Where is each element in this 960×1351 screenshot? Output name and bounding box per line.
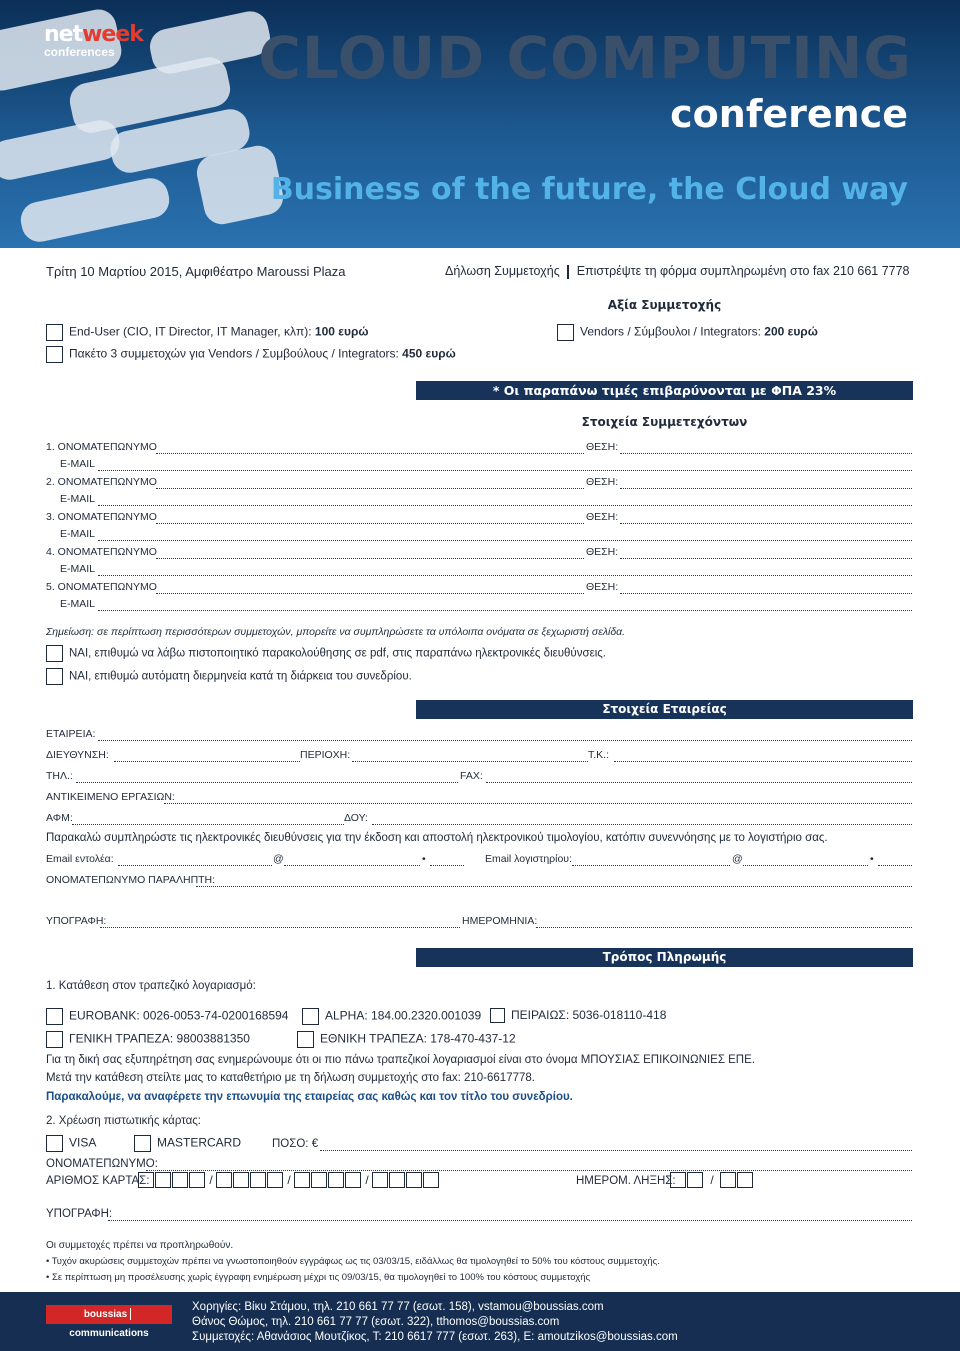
bank-ethniki[interactable] xyxy=(297,1031,516,1048)
participant-position-label: ΘΕΣΗ: xyxy=(586,546,619,558)
fee-option-text: End-User (CIO, IT Director, IT Manager, κλπ): xyxy=(69,324,315,339)
bank-label: ΓΕΝΙΚΗ ΤΡΑΠΕΖΑ: 98003881350 xyxy=(69,1031,250,1046)
fax-label: FAX: xyxy=(460,770,483,782)
at-sign: @ xyxy=(273,853,284,865)
address-field[interactable] xyxy=(114,761,300,762)
mastercard-label: MASTERCARD xyxy=(157,1135,242,1150)
bank-label: EUROBANK: 0026-0053-74-0200168594 xyxy=(69,1008,289,1023)
payment-title: Τρόπος Πληρωμής xyxy=(416,948,913,967)
participant-position-label: ΘΕΣΗ: xyxy=(586,581,619,593)
expiry-boxes[interactable] xyxy=(670,1172,754,1188)
signature-label: ΥΠΟΓΡΑΦΗ: xyxy=(46,915,107,927)
email-recipient-label: Email λογιστηρίου: xyxy=(485,853,572,865)
invoice-note: Παρακαλώ συμπληρώστε τις ηλεκτρονικές διευθύνσεις για την έκδοση και αποστολή ηλεκτρονικού τιμολογίου, κατόπιν συνεννόησης με το λογιστήριο σας. xyxy=(46,832,828,844)
card-digit-box[interactable] xyxy=(372,1172,388,1188)
email-recipient-domain-field[interactable] xyxy=(743,865,868,866)
bank-alpha[interactable] xyxy=(302,1008,481,1025)
conference-title: CLOUD COMPUTING xyxy=(258,24,912,92)
eurobank-checkbox[interactable] xyxy=(46,1008,63,1025)
participant-name-field[interactable] xyxy=(156,488,584,489)
vat-note: * Οι παραπάνω τιμές επιβαρύνονται με ΦΠΑ 23% xyxy=(416,381,913,400)
email-sender-domain-field[interactable] xyxy=(284,865,420,866)
participant-name-label: 2. ΟΝΟΜΑΤΕΠΩΝΥΜΟ xyxy=(46,476,157,488)
card-digit-box[interactable] xyxy=(155,1172,171,1188)
amount-text: ΠΟΣΟ: xyxy=(272,1138,309,1150)
fee-option-text: Vendors / Σύμβουλοι / Integrators: xyxy=(580,324,765,339)
return-note: Επιστρέψτε τη φόρμα συμπληρωμένη στο fax 210 661 7778 xyxy=(576,264,910,278)
conference-tagline: Business of the future, the Cloud way xyxy=(270,172,908,207)
participant-name-field[interactable] xyxy=(156,593,584,594)
fees-title: Αξία Συμμετοχής xyxy=(607,298,722,312)
card-group-slash: / xyxy=(287,1173,291,1187)
payment-signature-field[interactable] xyxy=(108,1220,912,1221)
conference-subtitle: conference xyxy=(670,92,908,136)
divider xyxy=(567,265,569,279)
fee-price: 100 ευρώ xyxy=(314,324,369,339)
doy-field[interactable] xyxy=(372,824,912,825)
boussias-logo xyxy=(46,1305,172,1339)
payment-signature-label: ΥΠΟΓΡΑΦΗ: xyxy=(46,1208,113,1220)
card-digit-box[interactable] xyxy=(233,1172,249,1188)
expiry-slash: / xyxy=(710,1173,714,1187)
brand-left: boussias xyxy=(83,1309,128,1320)
expiry-digit-box[interactable] xyxy=(720,1172,736,1188)
fax-note: Μετά την κατάθεση στείλτε μας το καταθετήριο με τη δήλωση συμμετοχής στο fax: 210-6617778. xyxy=(46,1072,535,1084)
piraeus-checkbox[interactable] xyxy=(490,1008,505,1023)
terms-bullet-text: Σε περίπτωση μη προσέλευσης χωρίς έγγραφη ενημέρωση μέχρι τις 09/03/15, θα τιμολογηθεί το 100% του κόστους συμμετοχής xyxy=(51,1272,591,1283)
cloud-graphic xyxy=(17,175,172,245)
card-digit-box[interactable] xyxy=(406,1172,422,1188)
participant-name-field[interactable] xyxy=(156,453,584,454)
sponsors-contact-2: Θάνος Θώμος, τηλ. 210 661 77 77 (εσωτ. 322), tthomos@boussias.com xyxy=(192,1316,560,1328)
email-sender-tld-field[interactable] xyxy=(430,865,464,866)
fax-field[interactable] xyxy=(486,782,912,783)
sponsors-contact: Χορηγίες: Βίκυ Στάμου, τηλ. 210 661 77 77 (εσωτ. 158), vstamou@boussias.com xyxy=(192,1301,604,1313)
participant-email-field[interactable] xyxy=(98,610,912,611)
card-digit-box[interactable] xyxy=(250,1172,266,1188)
dot-sign: • xyxy=(422,853,426,865)
cardholder-label: ΟΝΟΜΑΤΕΠΩΝΥΜΟ: xyxy=(46,1158,158,1170)
company-title: Στοιχεία Εταιρείας xyxy=(416,700,913,719)
participant-email-field[interactable] xyxy=(98,470,912,471)
declaration-label: Δήλωση Συμμετοχής xyxy=(445,264,560,278)
deposit-title: 1. Κατάθεση στον τραπεζικό λογαριασμό: xyxy=(46,980,256,992)
participations-contact: Συμμετοχές: Αθανάσιος Μουτζίκος, Τ: 210 6617 777 (εσωτ. 263), E: amoutzikos@boussias.com xyxy=(192,1331,678,1343)
receiver-label: ΟΝΟΜΑΤΕΠΩΝΥΜΟ ΠΑΡΑΛΗΠΤΗ: xyxy=(46,874,216,886)
signature-field[interactable] xyxy=(100,927,460,928)
participant-email-label: E-MAIL xyxy=(60,528,96,540)
mastercard-option[interactable] xyxy=(134,1135,241,1152)
visa-checkbox[interactable] xyxy=(46,1135,63,1152)
participant-email-field[interactable] xyxy=(98,505,912,506)
cardholder-field[interactable] xyxy=(146,1170,912,1171)
expiry-digit-box[interactable] xyxy=(737,1172,753,1188)
business-label: ΑΝΤΙΚΕΙΜΕΝΟ ΕΡΓΑΣΙΩΝ: xyxy=(46,791,175,803)
event-return-info xyxy=(445,264,910,279)
dot-sign: • xyxy=(870,853,874,865)
participant-name-field[interactable] xyxy=(156,558,584,559)
cloud-graphic xyxy=(0,117,123,183)
terms-bullet: • Σε περίπτωση μη προσέλευσης χωρίς έγγραφη ενημέρωση μέχρι τις 09/03/15, θα τιμολογηθεί το 100% του κόστους συμμετοχής xyxy=(46,1272,591,1283)
card-digit-box[interactable] xyxy=(189,1172,205,1188)
address-label: ΔΙΕΥΘΥΝΣΗ: xyxy=(46,749,109,761)
interp-option-text: ΝΑΙ, επιθυμώ αυτόματη διερμηνεία κατά τη διάρκεια του συνεδρίου. xyxy=(69,670,412,683)
participant-email-field[interactable] xyxy=(98,575,912,576)
participant-email-label: E-MAIL xyxy=(60,458,96,470)
account-note: Για τη δική σας εξυπηρέτηση σας ενημερώνουμε ότι οι πιο πάνω τραπεζικοί λογαριασμοί είναι στο όνομα ΜΠΟΥΣΙΑΣ ΕΠΙΚΟΙΝΩΝΙΕΣ ΕΠΕ. xyxy=(46,1054,755,1066)
card-group-slash: / xyxy=(209,1173,213,1187)
card-group-slash: / xyxy=(365,1173,369,1187)
fee-price: 200 ευρώ xyxy=(764,324,818,339)
netweek-logo xyxy=(44,22,143,59)
card-digit-box[interactable] xyxy=(172,1172,188,1188)
bank-label: ΠΕΙΡΑΙΩΣ: 5036-018110-418 xyxy=(511,1008,667,1022)
fee-option-text: Πακέτο 3 συμμετοχών για Vendors / Συμβούλους / Integrators: xyxy=(69,346,403,361)
enduser-checkbox[interactable] xyxy=(46,324,63,341)
at-sign: @ xyxy=(732,853,743,865)
logo-subtitle: conferences xyxy=(44,45,115,59)
event-date-venue: Τρίτη 10 Μαρτίου 2015, Αμφιθέατρο Maroussi Plaza xyxy=(46,264,346,279)
card-digit-box[interactable] xyxy=(216,1172,232,1188)
interp-option[interactable] xyxy=(46,668,412,685)
participant-position-label: ΘΕΣΗ: xyxy=(586,476,619,488)
date-label: ΗΜΕΡΟΜΗΝΙΑ: xyxy=(462,915,538,927)
currency-symbol: € xyxy=(311,1138,319,1150)
interp-checkbox[interactable] xyxy=(46,668,63,685)
date-field[interactable] xyxy=(536,927,912,928)
bank-piraeus[interactable] xyxy=(490,1008,666,1023)
alpha-checkbox[interactable] xyxy=(302,1008,319,1025)
cert-checkbox[interactable] xyxy=(46,645,63,662)
participant-name-label: 1. ΟΝΟΜΑΤΕΠΩΝΥΜΟ xyxy=(46,441,157,453)
terms-bullet: • Τυχόν ακυρώσεις συμμετοχών πρέπει να γνωστοποιηθούν εγγράφως ως τις 03/03/15, ειδάλλως θα τιμολογηθεί το 50% του κόστους συμμετοχής. xyxy=(46,1256,660,1267)
email-sender-user-field[interactable] xyxy=(118,865,272,866)
expiry-digit-box[interactable] xyxy=(687,1172,703,1188)
email-recipient-user-field[interactable] xyxy=(572,865,730,866)
participants-title: Στοιχεία Συμμετεχόντων xyxy=(581,415,748,429)
card-digit-box[interactable] xyxy=(311,1172,327,1188)
participant-position-label: ΘΕΣΗ: xyxy=(586,511,619,523)
bank-eurobank[interactable] xyxy=(46,1008,288,1025)
brand-right: communications xyxy=(69,1328,149,1339)
terms-bullet-text: Τυχόν ακυρώσεις συμμετοχών πρέπει να γνωστοποιηθούν εγγράφως ως τις 03/03/15, ειδάλλως θα τιμολογηθεί το 50% του κόστους συμμετοχής. xyxy=(51,1256,660,1267)
prepay-note: Οι συμμετοχές πρέπει να προπληρωθούν. xyxy=(46,1240,234,1251)
header-banner xyxy=(0,0,960,248)
card-digit-box[interactable] xyxy=(328,1172,344,1188)
phone-field[interactable] xyxy=(76,782,458,783)
bank-label: ΕΘΝΙΚΗ ΤΡΑΠΕΖΑ: 178-470-437-12 xyxy=(320,1031,516,1046)
participant-name-label: 3. ΟΝΟΜΑΤΕΠΩΝΥΜΟ xyxy=(46,511,157,523)
fee-option-enduser[interactable] xyxy=(46,324,369,341)
card-digit-box[interactable] xyxy=(138,1172,154,1188)
package-checkbox[interactable] xyxy=(46,346,63,363)
geniki-checkbox[interactable] xyxy=(46,1031,63,1048)
participant-email-label: E-MAIL xyxy=(60,598,96,610)
cert-option-text: ΝΑΙ, επιθυμώ να λάβω πιστοποιητικό παρακολούθησης σε pdf, στις παραπάνω ηλεκτρονικές διευθύνσεις. xyxy=(69,647,606,660)
business-field[interactable] xyxy=(164,803,912,804)
card-digit-box[interactable] xyxy=(294,1172,310,1188)
fee-option-package[interactable] xyxy=(46,346,456,363)
participant-email-label: E-MAIL xyxy=(60,493,96,505)
participant-name-label: 4. ΟΝΟΜΑΤΕΠΩΝΥΜΟ xyxy=(46,546,157,558)
area-field[interactable] xyxy=(352,761,588,762)
visa-option[interactable] xyxy=(46,1135,96,1152)
card-number-label: ΑΡΙΘΜΟΣ ΚΑΡΤΑΣ: xyxy=(46,1175,150,1187)
receiver-field[interactable] xyxy=(196,886,912,887)
amount-label xyxy=(272,1138,318,1150)
zip-label: Τ.Κ.: xyxy=(588,749,610,761)
card-digit-box[interactable] xyxy=(423,1172,439,1188)
vendors-checkbox[interactable] xyxy=(557,324,574,341)
participants-note: Σημείωση: σε περίπτωση περισσότερων συμμετοχών, μπορείτε να συμπληρώσετε τα υπόλοιπα ονόματα σε ξεχωριστή σελίδα. xyxy=(46,626,626,638)
email-sender-label: Email εντολέα: xyxy=(46,853,114,865)
card-digit-box[interactable] xyxy=(267,1172,283,1188)
participant-name-label: 5. ΟΝΟΜΑΤΕΠΩΝΥΜΟ xyxy=(46,581,157,593)
card-title: 2. Χρέωση πιστωτικής κάρτας: xyxy=(46,1115,201,1127)
participant-position-field[interactable] xyxy=(620,523,912,524)
area-label: ΠΕΡΙΟΧΗ: xyxy=(300,749,351,761)
participant-position-label: ΘΕΣΗ: xyxy=(586,441,619,453)
participant-position-field[interactable] xyxy=(620,453,912,454)
participant-email-label: E-MAIL xyxy=(60,563,96,575)
logo-net-text: net xyxy=(44,22,83,47)
bank-geniki[interactable] xyxy=(46,1031,250,1048)
afm-field[interactable] xyxy=(72,824,344,825)
card-digit-box[interactable] xyxy=(389,1172,405,1188)
company-label: ΕΤΑΙΡΕΙΑ: xyxy=(46,728,96,740)
expiry-digit-box[interactable] xyxy=(670,1172,686,1188)
mastercard-checkbox[interactable] xyxy=(134,1135,151,1152)
participant-position-field[interactable] xyxy=(620,593,912,594)
expiry-label: ΗΜΕΡΟΜ. ΛΗΞΗΣ: xyxy=(576,1175,676,1187)
participant-name-field[interactable] xyxy=(156,523,584,524)
amount-field[interactable] xyxy=(320,1150,912,1151)
card-digit-box[interactable] xyxy=(345,1172,361,1188)
participant-position-field[interactable] xyxy=(620,558,912,559)
phone-label: ΤΗΛ.: xyxy=(46,770,73,782)
fee-price: 450 ευρώ xyxy=(402,346,456,361)
doy-label: ΔΟΥ: xyxy=(344,812,368,824)
logo-week-text: week xyxy=(82,22,143,47)
email-recipient-tld-field[interactable] xyxy=(878,865,912,866)
zip-field[interactable] xyxy=(614,761,912,762)
fee-option-vendors[interactable] xyxy=(557,324,818,341)
cert-option[interactable] xyxy=(46,645,606,662)
company-field[interactable] xyxy=(98,740,912,741)
bank-label: ALPHA: 184.00.2320.001039 xyxy=(325,1008,482,1023)
participant-email-field[interactable] xyxy=(98,540,912,541)
participant-position-field[interactable] xyxy=(620,488,912,489)
card-number-boxes[interactable] xyxy=(138,1172,440,1188)
visa-label: VISA xyxy=(69,1135,97,1150)
reference-note: Παρακαλούμε, να αναφέρετε την επωνυμία της εταιρείας σας καθώς και τον τίτλο του συνεδρίου. xyxy=(46,1091,573,1103)
afm-label: ΑΦΜ: xyxy=(46,812,73,824)
ethniki-checkbox[interactable] xyxy=(297,1031,314,1048)
